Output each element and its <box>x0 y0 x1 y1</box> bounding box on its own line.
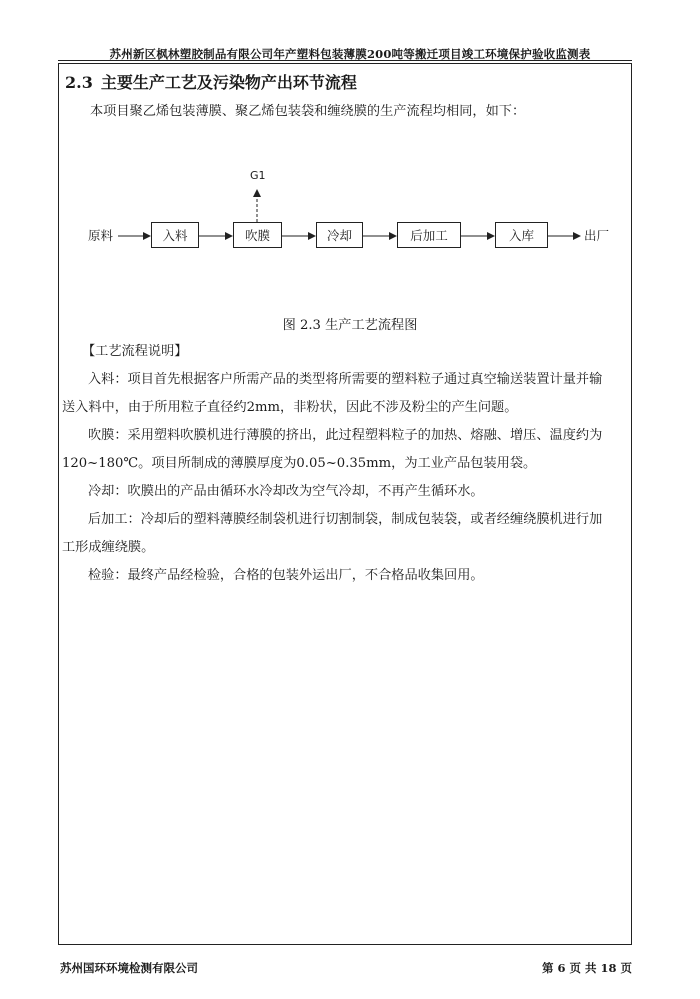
post-process-paragraph-line-1: 后加工：冷却后的塑料薄膜经制袋机进行切割制袋，制成包装袋，或者经缠绕膜机进行加 <box>88 512 603 527</box>
footer-company: 苏州国环环境检测有限公司 <box>60 961 198 975</box>
flow-step-post-processing: 后加工 <box>397 222 461 248</box>
flow-step-blow-film: 吹膜 <box>233 222 282 248</box>
flow-step-feed: 入料 <box>151 222 199 248</box>
flow-output-label: 出厂 <box>584 228 610 243</box>
section-title: 主要生产工艺及污染物产出环节流程 <box>100 73 357 92</box>
document-header-title: 苏州新区枫林塑胶制品有限公司年产塑料包装薄膜200吨等搬迁项目竣工环境保护验收监测表 <box>109 47 591 61</box>
section-number: 2.3 <box>65 73 93 92</box>
inspection-paragraph: 检验：最终产品经检验，合格的包装外运出厂，不合格品收集回用。 <box>88 568 484 583</box>
figure-caption: 图 2.3 生产工艺流程图 <box>282 318 418 333</box>
footer-page-number: 第 6 页 共 18 页 <box>541 961 632 975</box>
intro-paragraph: 本项目聚乙烯包装薄膜、聚乙烯包装袋和缠绕膜的生产流程均相同，如下： <box>90 104 526 119</box>
flow-step-cooling: 冷却 <box>316 222 363 248</box>
feed-paragraph-line-2: 送入料中，由于所用粒子直径约2mm，非粉状，因此不涉及粉尘的产生问题。 <box>62 400 518 415</box>
feed-paragraph-line-1: 入料：项目首先根据客户所需产品的类型将所需要的塑料粒子通过真空输送装置计量并输 <box>88 372 603 387</box>
post-process-paragraph-line-2: 工形成缠绕膜。 <box>62 540 155 555</box>
flow-step-storage: 入库 <box>495 222 548 248</box>
section-heading <box>65 70 357 93</box>
emission-g1-label: G1 <box>250 169 266 182</box>
process-description-heading: 【工艺流程说明】 <box>82 344 188 359</box>
flow-input-label: 原料 <box>88 228 114 243</box>
blow-paragraph-line-2: 120~180℃。项目所制成的薄膜厚度为0.05~0.35mm，为工业产品包装用袋。 <box>62 456 537 471</box>
cool-paragraph: 冷却：吹膜出的产品由循环水冷却改为空气冷却，不再产生循环水。 <box>88 484 484 499</box>
blow-paragraph-line-1: 吹膜：采用塑料吹膜机进行薄膜的挤出，此过程塑料粒子的加热、熔融、增压、温度约为 <box>88 428 603 443</box>
